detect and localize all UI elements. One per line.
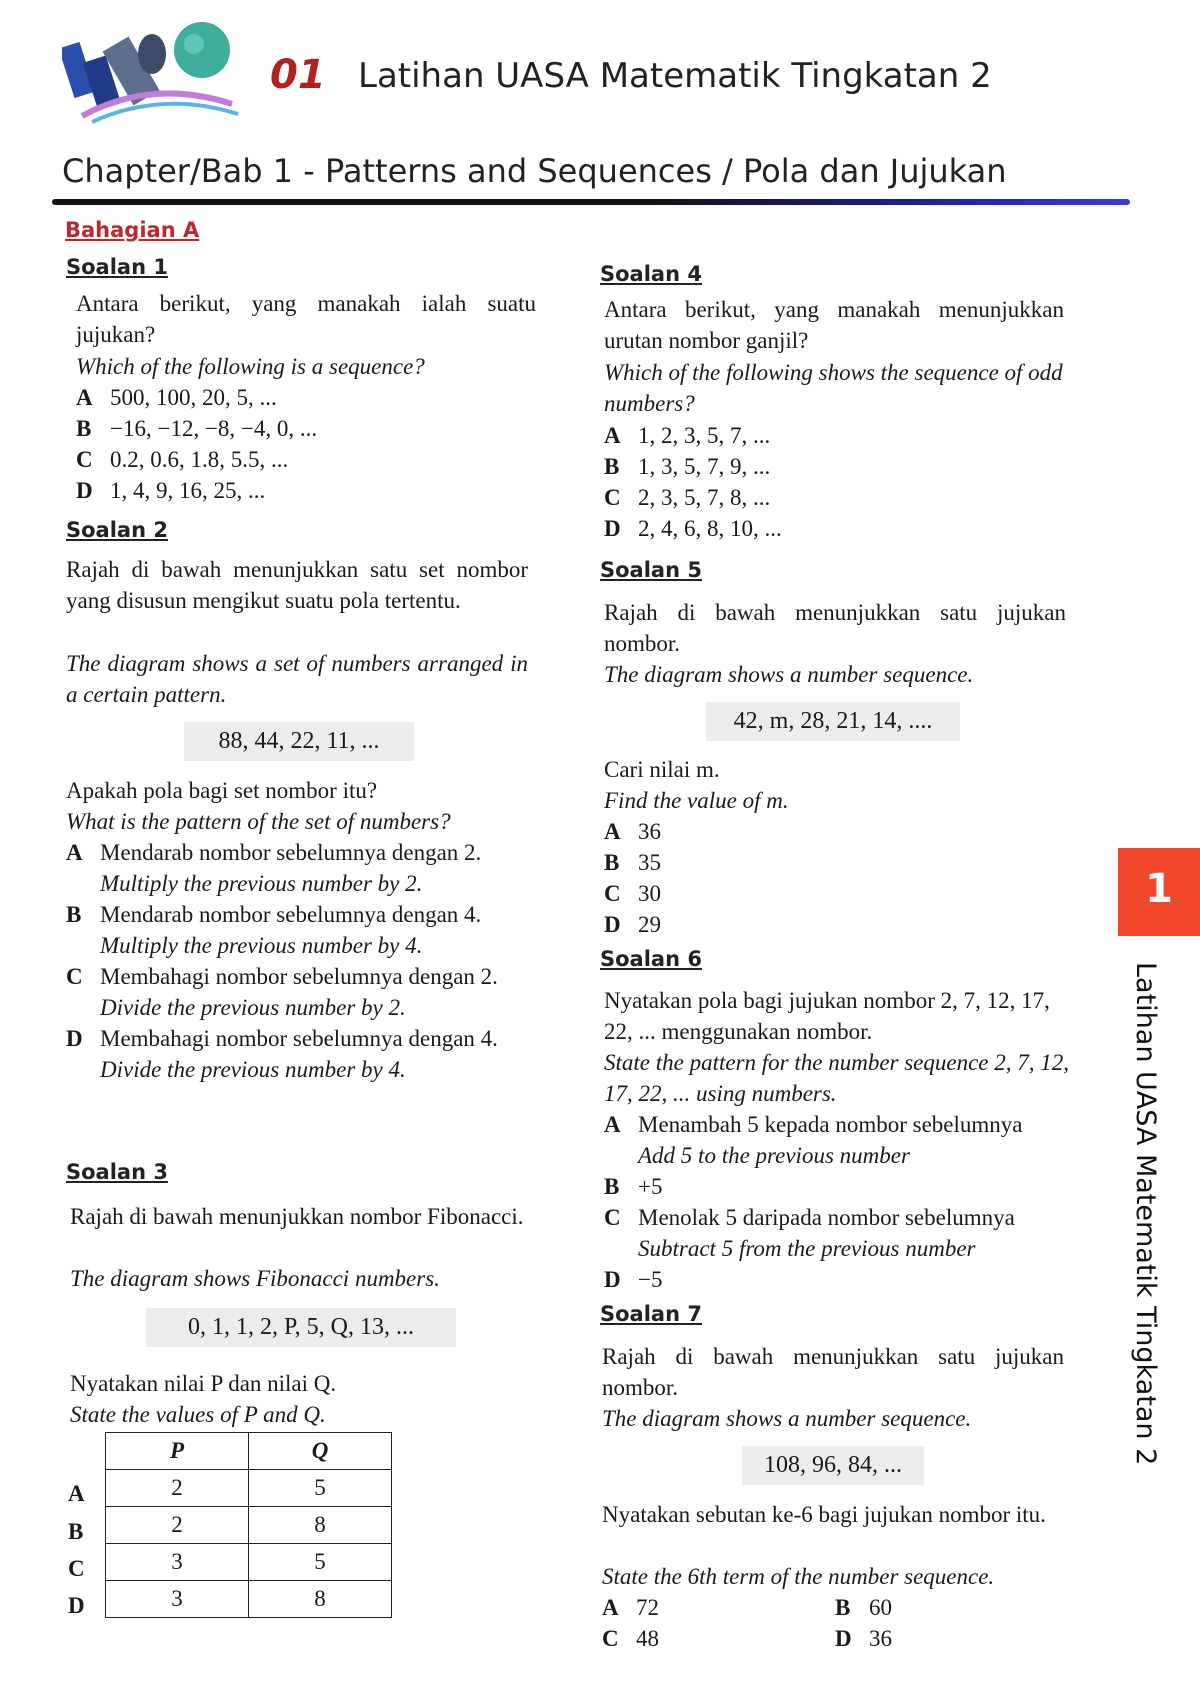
q3-row-label-a: A bbox=[68, 1481, 85, 1506]
q7-option-b: B 60 bbox=[835, 1595, 892, 1620]
q3-ask-malay: Nyatakan nilai P dan nilai Q. bbox=[70, 1371, 337, 1396]
q7-label: Soalan 7 bbox=[600, 1302, 702, 1326]
q5-option-c: C 30 bbox=[604, 881, 661, 906]
q3-header-q: Q bbox=[249, 1433, 392, 1470]
q4-option-d: D 2, 4, 6, 8, 10, ... bbox=[604, 516, 782, 541]
q5-label: Soalan 5 bbox=[600, 558, 702, 582]
chapter-title: Chapter/Bab 1 - Patterns and Sequences / Pola dan Jujukan bbox=[62, 152, 1007, 190]
q3-row-label-d: D bbox=[68, 1593, 85, 1618]
q6-option-a: A Menambah 5 kepada nombor sebelumnya Add 5 to the previous number bbox=[604, 1112, 1023, 1168]
q7-ask-malay: Nyatakan sebutan ke-6 bagi jujukan nombor itu. bbox=[602, 1502, 1046, 1527]
table-row: 2 5 bbox=[106, 1470, 392, 1507]
q2-ask-malay: Apakah pola bagi set nombor itu? bbox=[66, 778, 378, 803]
chapter-side-tab-number: 1 bbox=[1145, 866, 1173, 912]
q2-english: The diagram shows a set of numbers arranged in a certain pattern. bbox=[66, 651, 528, 707]
q5-english: The diagram shows a number sequence. bbox=[604, 662, 974, 687]
table-row: 3 8 bbox=[106, 1581, 392, 1618]
q4-english: Which of the following shows the sequence of odd numbers? bbox=[604, 360, 1063, 416]
q7-option-a: A 72 bbox=[602, 1595, 659, 1620]
q3-label: Soalan 3 bbox=[66, 1160, 168, 1184]
q3-malay: Rajah di bawah menunjukkan nombor Fibonacci. bbox=[70, 1204, 524, 1229]
q4-malay: Antara berikut, yang manakah menunjukkan urutan nombor ganjil? bbox=[604, 297, 1064, 353]
q6-option-b: B +5 bbox=[604, 1174, 663, 1199]
q2-malay: Rajah di bawah menunjukkan satu set nombor yang disusun mengikut suatu pola tertentu. bbox=[66, 557, 528, 613]
q6-option-c: C Menolak 5 daripada nombor sebelumnya Subtract 5 from the previous number bbox=[604, 1205, 1015, 1261]
header-title: Latihan UASA Matematik Tingkatan 2 bbox=[358, 56, 992, 96]
table-row: 3 5 bbox=[106, 1544, 392, 1581]
q3-answer-table bbox=[105, 1432, 392, 1618]
q5-ask-malay: Cari nilai m. bbox=[604, 757, 720, 782]
q6-label: Soalan 6 bbox=[600, 947, 702, 971]
q3-english: The diagram shows Fibonacci numbers. bbox=[70, 1266, 440, 1291]
header-divider bbox=[52, 199, 1130, 205]
q5-option-b: B 35 bbox=[604, 850, 661, 875]
q1-option-a: A 500, 100, 20, 5, ... bbox=[76, 385, 277, 410]
q6-english: State the pattern for the number sequence 2, 7, 12, 17, 22, ... using numbers. bbox=[604, 1050, 1070, 1106]
q3-row-label-c: C bbox=[68, 1556, 85, 1581]
q7-english: The diagram shows a number sequence. bbox=[602, 1406, 972, 1431]
q3-header-p: P bbox=[106, 1433, 249, 1470]
section-heading: Bahagian A bbox=[65, 218, 200, 242]
q1-label: Soalan 1 bbox=[66, 255, 168, 279]
table-row: 2 8 bbox=[106, 1507, 392, 1544]
q4-option-c: C 2, 3, 5, 7, 8, ... bbox=[604, 485, 771, 510]
q2-option-b: B Mendarab nombor sebelumnya dengan 4. Multiply the previous number by 4. bbox=[66, 902, 482, 958]
q2-option-c: C Membahagi nombor sebelumnya dengan 2. Divide the previous number by 2. bbox=[66, 964, 498, 1020]
q2-ask-english: What is the pattern of the set of numbers? bbox=[66, 809, 451, 834]
q6-option-d: D −5 bbox=[604, 1267, 663, 1292]
q7-option-c: C 48 bbox=[602, 1626, 659, 1651]
q4-label: Soalan 4 bbox=[600, 262, 702, 286]
q3-ask-english: State the values of P and Q. bbox=[70, 1402, 326, 1427]
q5-option-a: A 36 bbox=[604, 819, 661, 844]
q7-ask-english: State the 6th term of the number sequence. bbox=[602, 1564, 995, 1589]
q1-option-d: D 1, 4, 9, 16, 25, ... bbox=[76, 478, 266, 503]
q5-option-d: D 29 bbox=[604, 912, 661, 937]
q2-option-a: A Mendarab nombor sebelumnya dengan 2. Multiply the previous number by 2. bbox=[66, 840, 482, 896]
satellite-logo-icon bbox=[62, 18, 242, 128]
q1-malay: Antara berikut, yang manakah ialah suatu jujukan? bbox=[76, 291, 536, 347]
q7-option-d: D 36 bbox=[835, 1626, 892, 1651]
q5-sequence-box: 42, m, 28, 21, 14, .... bbox=[706, 702, 960, 741]
header-number: 01 bbox=[270, 52, 326, 98]
q3-row-label-b: B bbox=[68, 1519, 84, 1544]
q2-label: Soalan 2 bbox=[66, 518, 168, 542]
chapter-side-tab bbox=[1118, 848, 1200, 936]
q3-sequence-box: 0, 1, 1, 2, P, 5, Q, 13, ... bbox=[146, 1308, 456, 1347]
q7-malay: Rajah di bawah menunjukkan satu jujukan nombor. bbox=[602, 1344, 1064, 1400]
q4-option-b: B 1, 3, 5, 7, 9, ... bbox=[604, 454, 771, 479]
q1-option-b: B −16, −12, −8, −4, 0, ... bbox=[76, 416, 318, 441]
q4-option-a: A 1, 2, 3, 5, 7, ... bbox=[604, 423, 771, 448]
q1-option-c: C 0.2, 0.6, 1.8, 5.5, ... bbox=[76, 447, 289, 472]
q6-malay: Nyatakan pola bagi jujukan nombor 2, 7, 12, 17, 22, ... menggunakan nombor. bbox=[604, 988, 1050, 1044]
side-vertical-title: Latihan UASA Matematik Tingkatan 2 bbox=[1130, 962, 1161, 1466]
q1-english: Which of the following is a sequence? bbox=[76, 354, 425, 379]
q7-sequence-box: 108, 96, 84, ... bbox=[742, 1446, 924, 1485]
q5-ask-english: Find the value of m. bbox=[604, 788, 789, 813]
q5-malay: Rajah di bawah menunjukkan satu jujukan nombor. bbox=[604, 600, 1066, 656]
q2-option-d: D Membahagi nombor sebelumnya dengan 4. Divide the previous number by 4. bbox=[66, 1026, 498, 1082]
q2-sequence-box: 88, 44, 22, 11, ... bbox=[184, 722, 414, 761]
